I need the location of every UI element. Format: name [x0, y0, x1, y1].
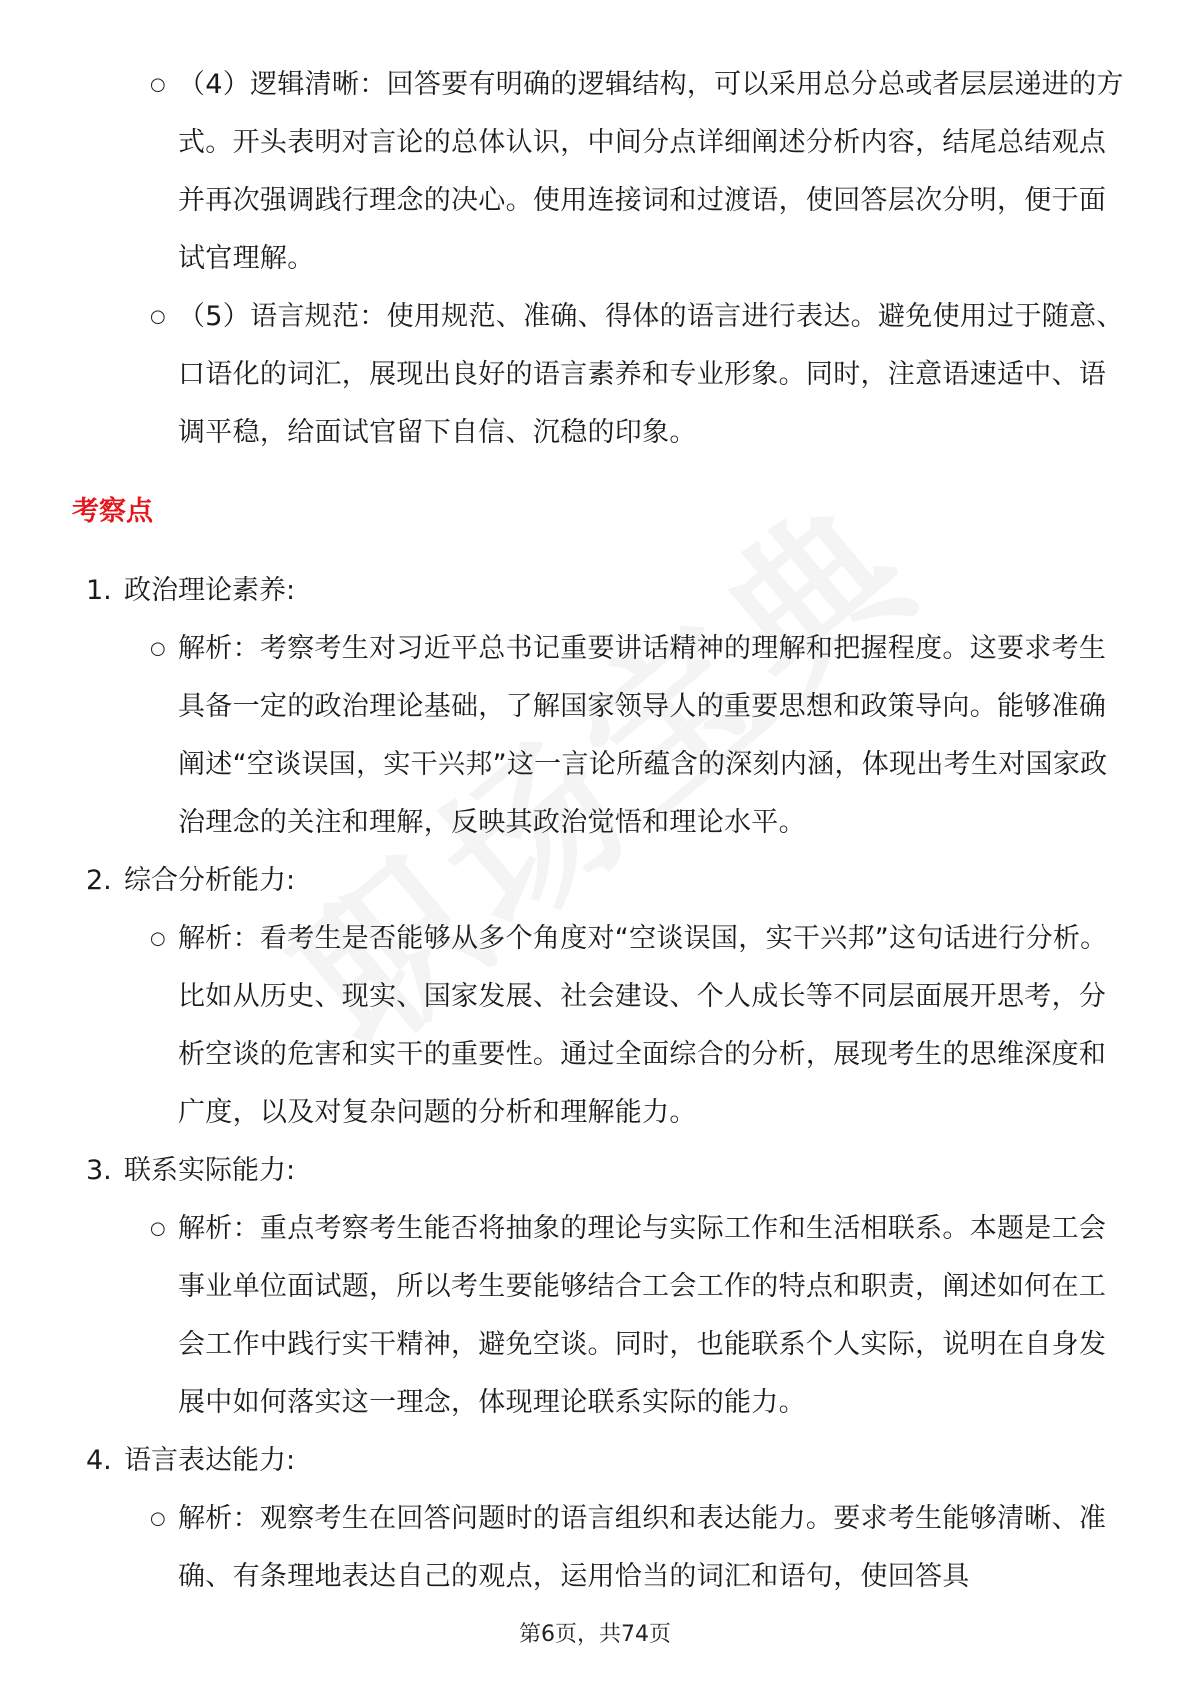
- hollow-bullet-icon: ○: [150, 928, 166, 949]
- point-heading-4: [86, 1432, 295, 1490]
- bullet-label: （4）逻辑清晰：: [178, 69, 387, 100]
- point-number: 2.: [86, 865, 112, 896]
- point-number: 4.: [86, 1445, 112, 1476]
- bullet-text: 回答要有明确的逻辑结构，可以采用总分总或者层层递进的方式。开头表明对言论的总体认识，中间分点详细阐述分析内容，结尾总结观点并再次强调践行理念的决心。使用连接词和过渡语，使回答层次分明，便于面试官理解。: [178, 69, 1124, 274]
- analysis-label: 解析：: [178, 1213, 260, 1244]
- hollow-bullet-icon: ○: [150, 1218, 166, 1239]
- point-number: 3.: [86, 1155, 112, 1186]
- point-analysis-2: [178, 910, 1128, 1142]
- point-title: 政治理论素养:: [124, 575, 296, 606]
- hollow-bullet-icon: ○: [150, 1508, 166, 1529]
- page-footer: 第6页，共74页: [519, 1622, 671, 1647]
- point-heading-1: [86, 562, 295, 620]
- section-title: 考察点: [72, 496, 153, 527]
- point-title: 综合分析能力:: [124, 865, 296, 896]
- point-title: 联系实际能力:: [124, 1155, 296, 1186]
- point-number: 1.: [86, 575, 112, 606]
- analysis-text: 观察考生在回答问题时的语言组织和表达能力。要求考生能够清晰、准确、有条理地表达自己的观点，运用恰当的词汇和语句，使回答具: [178, 1503, 1107, 1592]
- bullet-text: 使用规范、准确、得体的语言进行表达。避免使用过于随意、口语化的词汇，展现出良好的语言素养和专业形象。同时，注意语速适中、语调平稳，给面试官留下自信、沉稳的印象。: [178, 301, 1124, 448]
- point-analysis-1: [178, 620, 1133, 852]
- hollow-bullet-icon: ○: [150, 306, 166, 327]
- analysis-label: 解析：: [178, 923, 260, 954]
- analysis-text: 考察考生对习近平总书记重要讲话精神的理解和把握程度。这要求考生具备一定的政治理论基础，了解国家领导人的重要思想和政策导向。能够准确阐述“空谈误国，实干兴邦”这一言论所蕴含的深刻内涵，体现出考生对国家政治理念的关注和理解，反映其政治觉悟和理论水平。: [178, 633, 1108, 838]
- analysis-label: 解析：: [178, 1503, 260, 1534]
- analysis-text: 重点考察考生能否将抽象的理论与实际工作和生活相联系。本题是工会事业单位面试题，所以考生要能够结合工会工作的特点和职责，阐述如何在工会工作中践行实干精神，避免空谈。同时，也能联系个人实际，说明在自身发展中如何落实这一理念，体现理论联系实际的能力。: [178, 1213, 1107, 1418]
- hollow-bullet-icon: ○: [150, 74, 166, 95]
- point-heading-3: [86, 1142, 295, 1200]
- bullet-paragraph: [178, 288, 1128, 462]
- point-analysis-3: [178, 1200, 1128, 1432]
- point-title: 语言表达能力:: [124, 1445, 296, 1476]
- bullet-label: （5）语言规范：: [178, 301, 387, 332]
- hollow-bullet-icon: ○: [150, 638, 166, 659]
- bullet-paragraph: [178, 56, 1128, 288]
- point-analysis-4: [178, 1490, 1128, 1606]
- analysis-text: 看考生是否能够从多个角度对“空谈误国，实干兴邦”这句话进行分析。比如从历史、现实、国家发展、社会建设、个人成长等不同层面展开思考，分析空谈的危害和实干的重要性。通过全面综合的分析，展现考生的思维深度和广度，以及对复杂问题的分析和理解能力。: [178, 923, 1108, 1128]
- point-heading-2: [86, 852, 295, 910]
- analysis-label: 解析：: [178, 633, 260, 664]
